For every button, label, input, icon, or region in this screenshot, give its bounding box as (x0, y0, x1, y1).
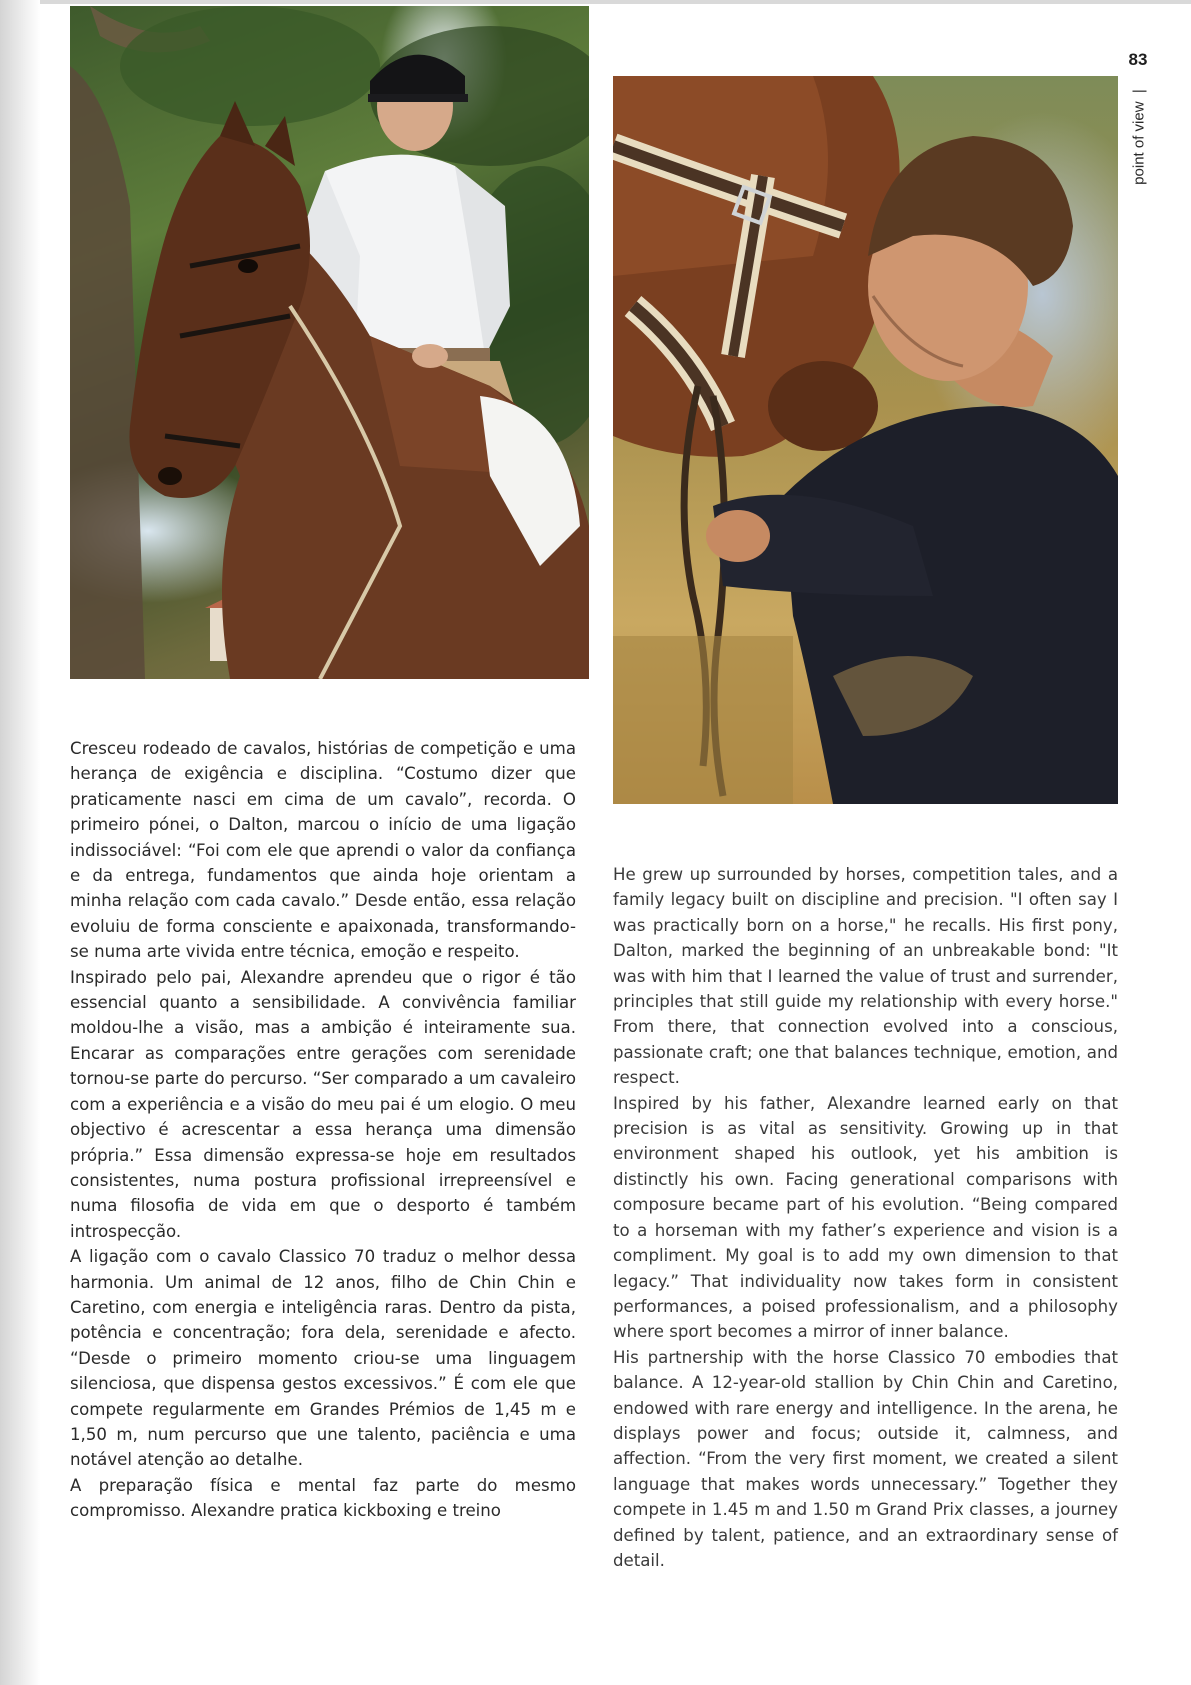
portrait-photo-illustration (613, 76, 1118, 804)
paragraph-en-2: Inspired by his father, Alexandre learned early on that precision is as vital as sensitivity. Growing up in that environment shaped his outlook, yet his ambition is distinctly his own. Facing generational comparisons with composure became part of his evolution. “Being compared to a horseman with my father’s experience and vision is a compliment. My goal is to add my own dimension to that legacy.” That individuality now takes form in consistent performances, a poised professionalism, and a philosophy where sport becomes a mirror of inner balance. (613, 1093, 1118, 1342)
section-label-text: point of view | (1130, 89, 1148, 185)
page-folio (1123, 50, 1153, 70)
paragraph-pt-1: Cresceu rodeado de cavalos, histórias de competição e uma herança de exigência e disciplina. “Costumo dizer que praticamente nasci em cima de um cavalo”, recorda. O primeiro pónei, o Dalton, marcou o início de uma ligação indissociável: “Foi com ele que aprendi o valor da confiança e da entrega, fundamentos que ainda hoje orientam a minha relação com cada cavalo.” Desde então, essa relação evoluiu de forma consciente e apaixonada, transformando-se numa arte vivida entre técnica, emoção e respeito. (70, 739, 576, 962)
section-label (1128, 72, 1150, 202)
article-column-portuguese (70, 736, 576, 1524)
rider-on-horse-photo (70, 6, 589, 679)
page-gutter-shadow (0, 0, 40, 1685)
paragraph-pt-3: A ligação com o cavalo Classico 70 traduz o melhor dessa harmonia. Um animal de 12 anos, filho de Chin Chin e Caretino, com energia e inteligência raras. Dentro da pista, potência e concentração; fora dela, serenidade e afecto. “Desde o primeiro momento criou-se uma linguagem silenciosa, que dispensa gestos excessivos.” É com ele que compete regularmente em Grandes Prémios de 1,45 m e 1,50 m, num percurso que une talento, paciência e uma notável atenção ao detalhe. (70, 1247, 576, 1470)
rider-with-horse-head-photo (613, 76, 1118, 804)
rider-photo-illustration (70, 6, 589, 679)
page-top-edge (0, 0, 1191, 4)
article-column-english (613, 862, 1118, 1573)
paragraph-en-3: His partnership with the horse Classico 70 embodies that balance. A 12-year-old stallion by Chin Chin and Caretino, endowed with rare energy and intelligence. In the arena, he displays power and focus; outside it, calmness, and affection. “From the very first moment, we created a silent language that makes words unnecessary.” Together they compete in 1.45 m and 1.50 m Grand Prix classes, a journey defined by talent, patience, and an extraordinary sense of detail. (613, 1347, 1118, 1570)
paragraph-pt-2: Inspirado pelo pai, Alexandre aprendeu que o rigor é tão essencial quanto a sensibilidade. A convivência familiar moldou-lhe a visão, mas a ambição é inteiramente sua. Encarar as comparações entre gerações com serenidade tornou-se parte do percurso. “Ser comparado a um cavaleiro com a experiência e a visão do meu pai é um elogio. O meu objectivo é acrescentar a essa herança uma dimensão própria.” Essa dimensão expressa-se hoje em resultados consistentes, numa postura profissional irrepreensível e numa filosofia de vida em que o desporto é também introspecção. (70, 967, 576, 1241)
page-number: 83 (1128, 50, 1148, 69)
paragraph-pt-4: A preparação física e mental faz parte do mesmo compromisso. Alexandre pratica kickboxing e treino (70, 1475, 576, 1521)
paragraph-en-1: He grew up surrounded by horses, competition tales, and a family legacy built on discipline and precision. "I often say I was practically born on a horse," he recalls. His first pony, Dalton, marked the beginning of an unbreakable bond: "It was with him that I learned the value of trust and surrender, principles that still guide my relationship with every horse." From there, that connection evolved into a conscious, passionate craft; one that balances technique, emotion, and respect. (613, 865, 1118, 1088)
